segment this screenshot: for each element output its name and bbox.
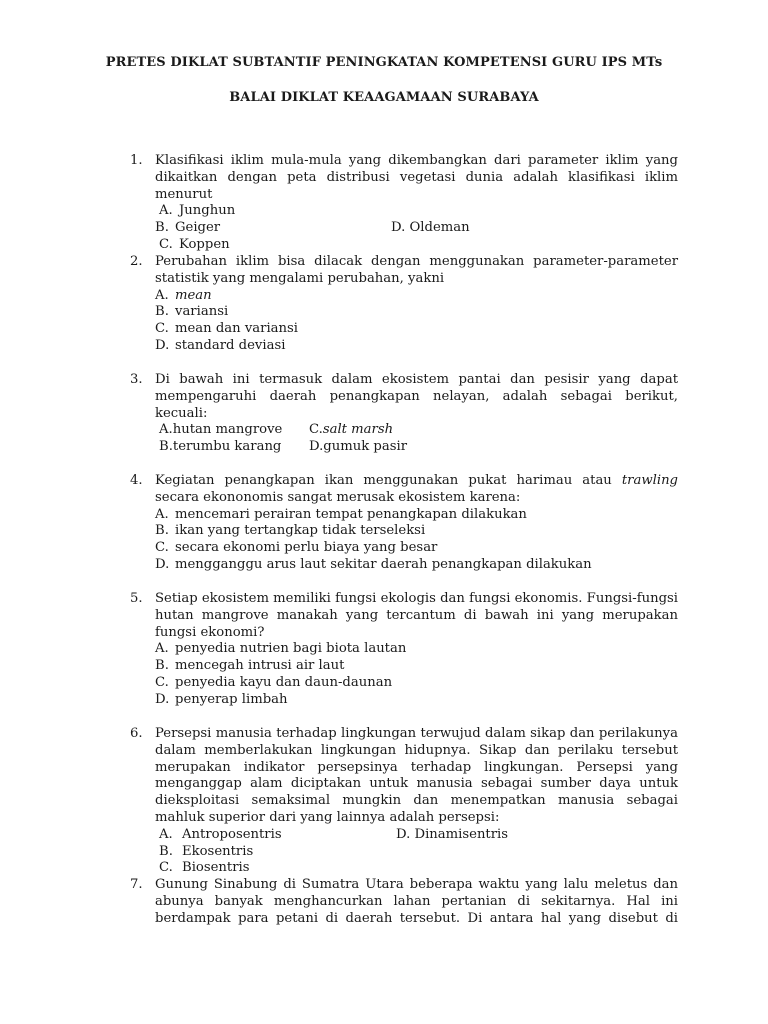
option-d: D. Oldeman xyxy=(391,220,470,236)
option-b: B. Ekosentris xyxy=(159,843,254,859)
question-number: 3. xyxy=(130,372,143,387)
question-stem: Klasifikasi iklim mula-mula yang dikembangkan dari parameter iklim yang dikaitkan dengan peta distribusi vegetasi dunia adalah klasifikasi iklim menurut xyxy=(155,153,678,202)
option-a: A. mencemari perairan tempat penangkapan dilakukan xyxy=(155,506,527,522)
page-title: PRETES DIKLAT SUBTANTIF PENINGKATAN KOMPETENSI GURU IPS MTs xyxy=(105,55,663,70)
option-c: C. mean dan variansi xyxy=(155,321,299,337)
question-number: 4. xyxy=(130,473,143,488)
question-7 xyxy=(130,877,678,927)
option-a: A. mean xyxy=(155,287,212,303)
option-b: B. ikan yang tertangkap tidak terseleksi xyxy=(155,523,426,539)
question-2 xyxy=(130,254,678,355)
question-number: 6. xyxy=(130,726,143,741)
question-stem: Persepsi manusia terhadap lingkungan terwujud dalam sikap dan perilakunya dalam memberlakukan lingkungan hidupnya. Sikap dan perilaku tersebut merupakan indikator persepsinya terhadap lingkungan. Persepsi yang menganggap alam diciptakan untuk manusia sebagai sumber daya untuk dieksploitasi semaksimal mungkin dan menempatkan manusia sebagai mahluk superior dari yang lainnya adalah persepsi: xyxy=(155,726,678,825)
question-stem: Kegiatan penangkapan ikan menggunakan pukat harimau atau trawling secara ekononomis sangat merusak ekosistem karena: xyxy=(155,473,678,505)
option-c: C.salt marsh xyxy=(309,422,394,438)
option-row-bd xyxy=(155,439,678,456)
option-d: D.gumuk pasir xyxy=(309,439,408,455)
question-stem: Perubahan iklim bisa dilacak dengan menggunakan parameter-parameter statistik yang mengalami perubahan, yakni xyxy=(155,254,678,286)
question-5 xyxy=(130,591,678,709)
question-stem: Di bawah ini termasuk dalam ekosistem pantai dan pesisir yang dapat mempengaruhi daerah penangkapan nelayan, adalah sebagai berikut, kecuali: xyxy=(155,372,678,421)
question-1 xyxy=(130,153,678,254)
question-number: 5. xyxy=(130,591,143,606)
option-b: B. mencegah intrusi air laut xyxy=(155,658,345,674)
option-a: A. penyedia nutrien bagi biota lautan xyxy=(155,641,407,657)
option-c: C. Biosentris xyxy=(159,860,250,876)
option-d: D. mengganggu arus laut sekitar daerah penangkapan dilakukan xyxy=(155,556,592,572)
question-stem: Gunung Sinabung di Sumatra Utara beberapa waktu yang lalu meletus dan abunya banyak menghancurkan lahan pertanian di sekitarnya. Hal ini berdampak para petani di daerah tersebut. Di antara hal yang disebut di xyxy=(155,877,678,926)
option-a: A.hutan mangrove xyxy=(159,422,283,438)
option-b: B. variansi xyxy=(155,304,229,320)
page-subtitle: BALAI DIKLAT KEAAGAMAAN SURABAYA xyxy=(229,90,539,105)
question-6 xyxy=(130,726,678,877)
option-c: C. Koppen xyxy=(159,236,230,252)
question-number: 7. xyxy=(130,877,143,892)
option-a: A. Junghun xyxy=(159,203,236,219)
option-a: A. Antroposentris D. Dinamisentris xyxy=(159,826,509,842)
option-b: B.terumbu karang xyxy=(159,439,282,455)
question-3 xyxy=(130,372,678,456)
option-d: D. standard deviasi xyxy=(155,337,286,353)
question-number: 2. xyxy=(130,254,143,269)
option-d: D. penyerap limbah xyxy=(155,691,288,707)
question-stem: Setiap ekosistem memiliki fungsi ekologis dan fungsi ekonomis. Fungsi-fungsi hutan mangrove manakah yang tercantum di bawah ini yang merupakan fungsi ekonomi? xyxy=(155,591,678,640)
option-c: C. secara ekonomi perlu biaya yang besar xyxy=(155,540,438,556)
option-b: B. Geiger D. Oldeman xyxy=(155,220,470,236)
question-number: 1. xyxy=(130,153,143,168)
option-d: D. Dinamisentris xyxy=(396,826,509,842)
option-c: C. penyedia kayu dan daun-daunan xyxy=(155,674,393,690)
question-4 xyxy=(130,473,678,574)
option-row-ac xyxy=(155,422,678,439)
